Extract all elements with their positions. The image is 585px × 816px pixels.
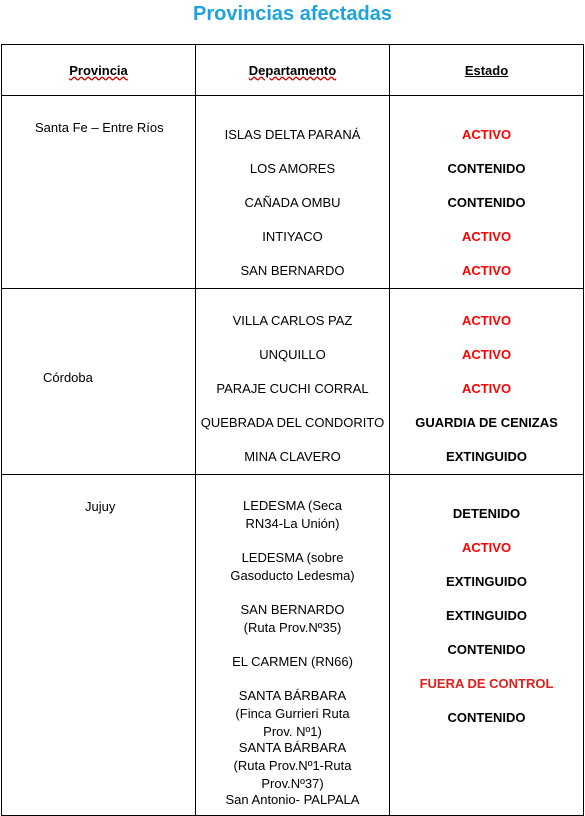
status-badge: EXTINGUIDO <box>446 608 527 623</box>
department-item: LOS AMORES <box>249 161 336 176</box>
department-item: VILLA CARLOS PAZ <box>232 313 353 328</box>
status-badge: CONTENIDO <box>447 710 526 725</box>
status-cell <box>390 475 584 816</box>
table-row <box>2 475 584 816</box>
header-departamento: Departamento <box>196 45 390 96</box>
department-item: SANTA BÁRBARA (Ruta Prov.Nº1-Ruta Prov.Nº37) <box>233 740 352 791</box>
status-badge: ACTIVO <box>461 229 512 244</box>
department-item: MINA CLAVERO <box>244 449 341 464</box>
table-row <box>2 289 584 475</box>
status-badge: DETENIDO <box>452 506 521 521</box>
department-item: PARAJE CUCHI CORRAL <box>216 381 369 396</box>
status-badge: ACTIVO <box>461 381 512 396</box>
department-cell <box>196 289 390 475</box>
table-header-row <box>2 45 584 96</box>
status-badge: EXTINGUIDO <box>446 574 527 589</box>
department-item: QUEBRADA DEL CONDORITO <box>200 415 385 430</box>
department-item: SAN BERNARDO (Ruta Prov.Nº35) <box>240 602 345 635</box>
province-name: Jujuy <box>85 499 116 514</box>
department-item: CAÑADA OMBU <box>244 195 341 210</box>
department-cell <box>196 475 390 816</box>
status-badge: FUERA DE CONTROL <box>419 676 554 691</box>
status-badge: EXTINGUIDO <box>446 449 527 464</box>
provinces-table <box>1 44 584 816</box>
status-badge: ACTIVO <box>461 540 512 555</box>
department-item: ISLAS DELTA PARANÁ <box>224 127 361 142</box>
status-badge: CONTENIDO <box>447 195 526 210</box>
province-cell <box>2 475 196 816</box>
status-badge: ACTIVO <box>461 263 512 278</box>
department-item: SANTA BÁRBARA (Finca Gurrieri Ruta Prov. Nº1) <box>235 688 350 739</box>
province-name: Santa Fe – Entre Ríos <box>35 120 164 135</box>
department-item: EL CARMEN (RN66) <box>232 654 353 669</box>
province-cell <box>2 289 196 475</box>
status-badge: ACTIVO <box>461 127 512 142</box>
department-item: San Antonio- PALPALA <box>225 792 360 807</box>
status-badge: ACTIVO <box>461 347 512 362</box>
department-item: INTIYACO <box>262 229 323 244</box>
department-item: UNQUILLO <box>259 347 326 362</box>
page-title: Provincias afectadas <box>193 3 392 25</box>
status-badge: CONTENIDO <box>447 642 526 657</box>
department-item: LEDESMA (Seca RN34-La Unión) <box>243 498 342 531</box>
province-name: Córdoba <box>43 370 93 385</box>
department-item: SAN BERNARDO <box>240 263 345 278</box>
table-row <box>2 96 584 289</box>
department-cell <box>196 96 390 289</box>
department-item: LEDESMA (sobre Gasoducto Ledesma) <box>230 550 355 583</box>
status-cell <box>390 289 584 475</box>
status-badge: GUARDIA DE CENIZAS <box>415 415 558 430</box>
status-cell <box>390 96 584 289</box>
status-badge: CONTENIDO <box>447 161 526 176</box>
province-cell <box>2 96 196 289</box>
header-provincia: Provincia <box>2 45 196 96</box>
status-badge: ACTIVO <box>461 313 512 328</box>
header-estado: Estado <box>390 45 584 96</box>
